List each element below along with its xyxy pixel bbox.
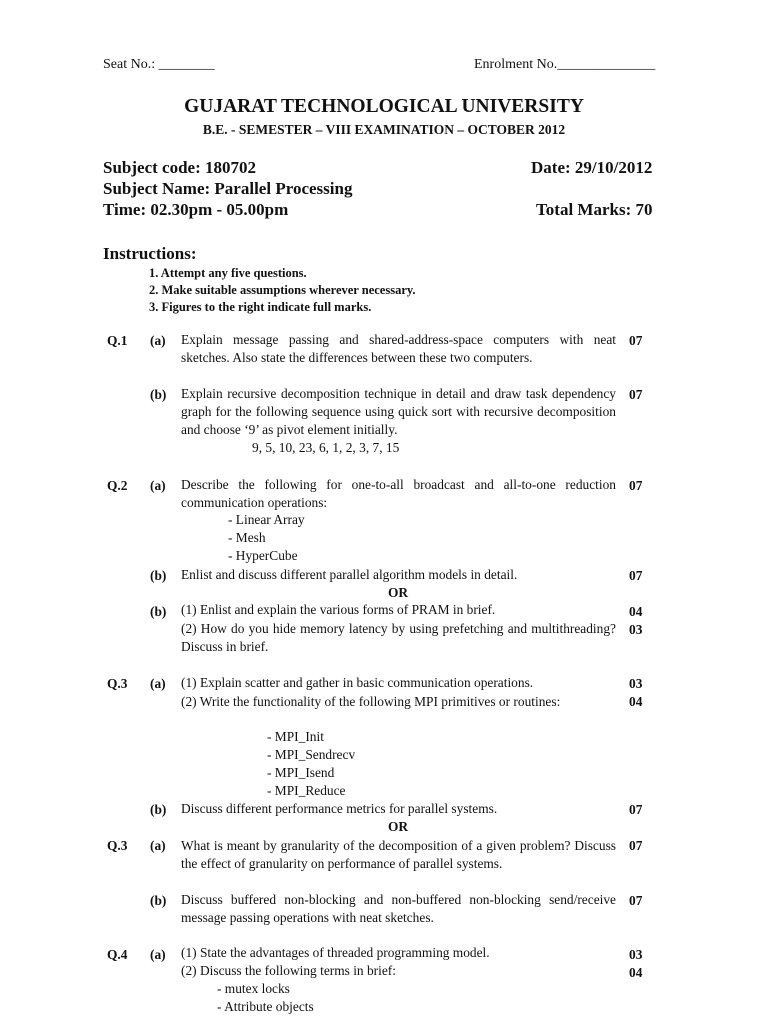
list-item: - HyperCube [228,548,298,563]
marks: 07 [629,838,643,853]
list-item: - Attribute objects [217,999,314,1014]
question-text-span: (2) How do you hide memory latency by using prefetching and multithreading? Discuss in brief. [181,621,616,655]
marks: 07 [629,568,643,583]
marks: 07 [629,802,643,817]
part-label: (b) [150,893,167,908]
question-text: (1) Enlist and explain the various forms of PRAM in brief. [181,602,496,617]
part-label: (b) [150,604,167,619]
marks: 07 [629,478,643,493]
marks: 03 [629,676,643,691]
question-text: What is meant by granularity of the decomposition of a given problem? Discuss the effect of granularity on performance of parallel systems. [181,838,616,872]
question-number: Q.4 [107,947,128,962]
marks: 03 [629,622,643,637]
part-label: (a) [150,838,166,853]
question-text: Explain message passing and shared-address-space computers with neat sketches. Also state the differences between these two computers. [181,332,616,366]
instruction-item: 2. Make suitable assumptions wherever necessary. [149,283,416,297]
question-text: Discuss buffered non-blocking and non-buffered non-blocking send/receive message passing operations with neat sketches. [181,892,616,926]
marks: 03 [629,947,643,962]
question-number: Q.2 [107,478,128,493]
subject-name: Subject Name: Parallel Processing [103,179,353,198]
subject-code: Subject code: 180702 [103,158,256,177]
marks: 07 [629,333,643,348]
marks: 04 [629,694,643,709]
or-separator: OR [387,819,409,834]
instruction-item: 1. Attempt any five questions. [149,266,307,280]
question-text: (1) State the advantages of threaded programming model. [181,945,490,960]
total-marks: Total Marks: 70 [536,200,653,219]
part-label: (b) [150,568,167,583]
university-title: GUJARAT TECHNOLOGICAL UNIVERSITY [184,96,584,117]
question-text: (1) Explain scatter and gather in basic communication operations. [181,675,534,690]
question-text: Enlist and discuss different parallel algorithm models in detail. [181,567,518,582]
marks: 07 [629,893,643,908]
question-text: Discuss different performance metrics for parallel systems. [181,801,498,816]
exam-title: B.E. - SEMESTER – VIII EXAMINATION – OCTOBER 2012 [202,122,566,137]
list-item: - MPI_Isend [267,765,335,780]
list-item: - Mesh [228,530,266,545]
question-text: Describe the following for one-to-all broadcast and all-to-one reduction communication operations: [181,477,616,511]
list-item: - MPI_Init [267,729,324,744]
number-sequence: 9, 5, 10, 23, 6, 1, 2, 3, 7, 15 [252,440,400,455]
part-label: (b) [150,802,167,817]
part-label: (a) [150,947,166,962]
exam-date: Date: 29/10/2012 [531,158,653,177]
question-text: Explain recursive decomposition technique in detail and draw task dependency graph for the following sequence using quick sort with recursive decomposition and choose ‘9’ as pivot element initially. [181,386,616,438]
or-separator: OR [387,585,409,600]
question-text: (2) Write the functionality of the following MPI primitives or routines: [181,694,561,709]
marks: 04 [629,965,643,980]
question-number: Q.3 [107,676,128,691]
question-text [181,620,616,656]
part-label: (b) [150,387,167,402]
question-text: (2) Discuss the following terms in brief: [181,963,396,978]
list-item: - MPI_Sendrecv [267,747,356,762]
question-number: Q.1 [107,333,128,348]
seat-number-field: Seat No.: ________ [103,57,215,72]
instruction-item: 3. Figures to the right indicate full marks. [149,300,372,314]
instructions-heading: Instructions: [103,244,197,263]
exam-time: Time: 02.30pm - 05.00pm [103,200,289,219]
list-item: - MPI_Reduce [267,783,346,798]
list-item: - mutex locks [217,981,290,996]
part-label: (a) [150,478,166,493]
part-label: (a) [150,676,166,691]
enrolment-number-field: Enrolment No.______________ [474,57,656,72]
question-number: Q.3 [107,838,128,853]
marks: 04 [629,604,643,619]
list-item: - Linear Array [228,512,305,527]
marks: 07 [629,387,643,402]
part-label: (a) [150,333,166,348]
